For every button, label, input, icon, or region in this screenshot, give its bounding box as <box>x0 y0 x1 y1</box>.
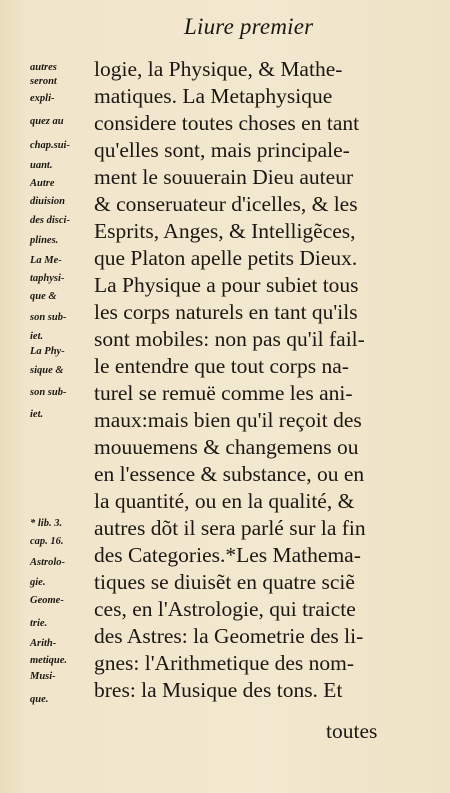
text-line: mouuemens & changemens ou <box>94 435 359 459</box>
text-line: logie, la Physique, & Mathe- <box>94 57 343 81</box>
margin-note: que. <box>30 694 49 705</box>
margin-note: gie. <box>30 577 46 588</box>
margin-note: Autre <box>30 178 55 189</box>
margin-note: autres <box>30 62 57 73</box>
margin-note: taphysi- <box>30 273 65 284</box>
margin-note: seront <box>30 76 57 87</box>
margin-note: diuision <box>30 196 66 207</box>
margin-note: La Me- <box>30 255 62 266</box>
text-line: des Astres: la Geometrie des li- <box>94 624 364 648</box>
margin-note: chap.sui- <box>30 140 70 151</box>
text-line: la quantité, ou en la qualité, & <box>94 489 355 513</box>
text-line: turel se remuë comme les ani- <box>94 381 353 405</box>
margin-note: plines. <box>30 235 59 246</box>
margin-note: son sub- <box>30 312 67 323</box>
text-line: autres dõt il sera parlé sur la fin <box>94 516 366 540</box>
margin-note: Geome- <box>30 595 64 606</box>
catchword: toutes <box>326 719 378 743</box>
text-line: gnes: l'Arithmetique des nom- <box>94 651 355 675</box>
text-line: en l'essence & substance, ou en <box>94 462 365 486</box>
text-line: La Physique a pour subiet tous <box>94 273 359 297</box>
text-line: les corps naturels en tant qu'ils <box>94 300 358 324</box>
text-line: sont mobiles: non pas qu'il fail- <box>94 327 365 351</box>
text-line: le entendre que tout corps na- <box>94 354 349 378</box>
margin-note: Arith- <box>30 638 57 649</box>
margin-note: sique & <box>30 365 64 376</box>
text-line: ces, en l'Astrologie, qui traicte <box>94 597 356 621</box>
text-line: que Platon apelle petits Dieux. <box>94 246 358 270</box>
margin-note: Astrolo- <box>30 557 66 568</box>
margin-note: metique. <box>30 655 68 666</box>
margin-note: quez au <box>30 116 64 127</box>
margin-note: que & <box>30 291 57 302</box>
text-line: des Categories.*Les Mathema- <box>94 543 361 567</box>
margin-note: La Phy- <box>30 346 65 357</box>
running-header: Liure premier <box>184 14 314 39</box>
text-line: ment le souuerain Dieu auteur <box>94 165 354 189</box>
margin-note: des disci- <box>30 215 70 226</box>
margin-note: * lib. 3. <box>30 518 63 529</box>
text-line: tiques se diuisẽt en quatre sciẽ <box>94 570 355 594</box>
margin-note: trie. <box>30 618 48 629</box>
margin-note: son sub- <box>30 387 67 398</box>
text-line: & conseruateur d'icelles, & les <box>94 192 358 216</box>
text-line: bres: la Musique des tons. Et <box>94 678 343 702</box>
text-line: Esprits, Anges, & Intelligẽces, <box>94 219 356 243</box>
margin-note: iet. <box>30 331 44 342</box>
margin-note: uant. <box>30 160 53 171</box>
margin-note: iet. <box>30 409 44 420</box>
text-line: qu'elles sont, mais principale- <box>94 138 350 162</box>
text-line: considere toutes choses en tant <box>94 111 360 135</box>
text-line: matiques. La Metaphysique <box>94 84 333 108</box>
margin-note: cap. 16. <box>30 536 64 547</box>
margin-note: Musi- <box>30 671 56 682</box>
margin-note: expli- <box>30 93 55 104</box>
text-line: maux:mais bien qu'il reçoit des <box>94 408 362 432</box>
